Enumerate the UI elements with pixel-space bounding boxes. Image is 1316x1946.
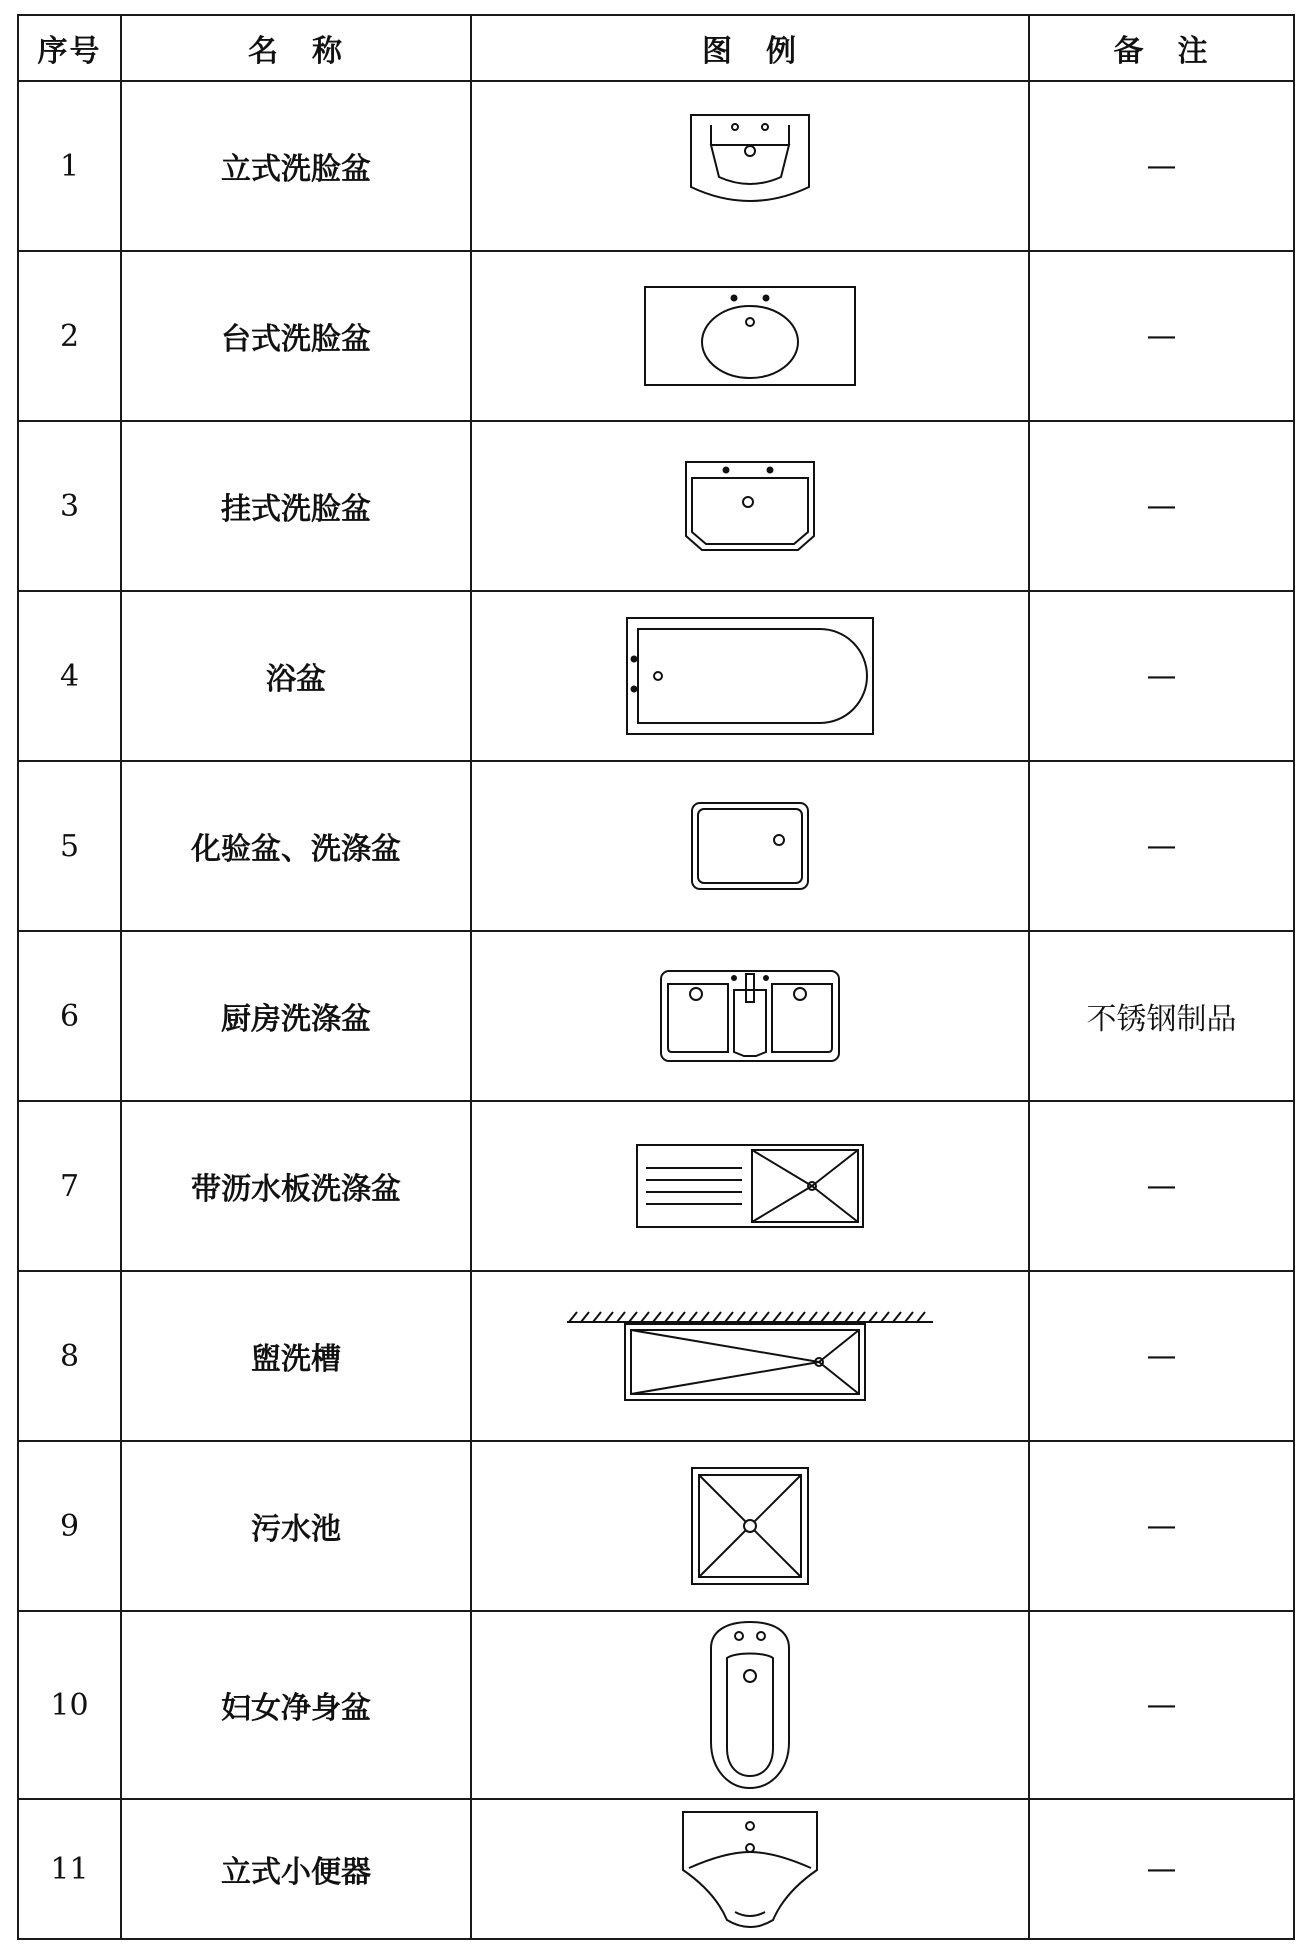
lab-sink-icon (689, 800, 811, 892)
fixture-name: 台式洗脸盆 (121, 251, 471, 421)
fixture-name: 化验盆、洗涤盆 (121, 761, 471, 931)
legend-cell (471, 81, 1029, 251)
mop-sink-icon (689, 1465, 811, 1587)
table-row (18, 1799, 1294, 1939)
header-legend: 图 例 (471, 15, 1029, 81)
fixture-name: 立式小便器 (121, 1799, 471, 1939)
legend-cell (471, 421, 1029, 591)
row-number: 1 (18, 81, 121, 251)
fixture-name: 盥洗槽 (121, 1271, 471, 1441)
fixture-name: 污水池 (121, 1441, 471, 1611)
table-row (18, 1611, 1294, 1799)
note-cell: — (1029, 591, 1294, 761)
legend-cell (471, 251, 1029, 421)
note-cell: — (1029, 1441, 1294, 1611)
legend-cell (471, 931, 1029, 1101)
fixture-name: 立式洗脸盆 (121, 81, 471, 251)
fixture-legend-table (17, 14, 1295, 1940)
fixture-name: 厨房洗涤盆 (121, 931, 471, 1101)
row-number: 2 (18, 251, 121, 421)
note-cell: — (1029, 1611, 1294, 1799)
row-number: 4 (18, 591, 121, 761)
header-row (18, 15, 1294, 81)
table-row (18, 81, 1294, 251)
note-cell: — (1029, 81, 1294, 251)
header-note: 备 注 (1029, 15, 1294, 81)
legend-cell (471, 1101, 1029, 1271)
note-cell: — (1029, 1101, 1294, 1271)
drainboard-sink-icon (634, 1142, 866, 1230)
legend-cell (471, 761, 1029, 931)
table-row (18, 591, 1294, 761)
wash-trough-icon (565, 1308, 935, 1404)
fixture-name: 带沥水板洗涤盆 (121, 1101, 471, 1271)
row-number: 5 (18, 761, 121, 931)
row-number: 9 (18, 1441, 121, 1611)
note-cell: — (1029, 421, 1294, 591)
note-cell: 不锈钢制品 (1029, 931, 1294, 1101)
legend-cell (471, 1799, 1029, 1939)
fixture-name: 妇女净身盆 (121, 1611, 471, 1799)
legend-cell (471, 1611, 1029, 1799)
note-cell: — (1029, 1799, 1294, 1939)
table-row (18, 1101, 1294, 1271)
bidet-icon (705, 1618, 795, 1792)
fixture-name: 挂式洗脸盆 (121, 421, 471, 591)
legend-cell (471, 1271, 1029, 1441)
header-name: 名 称 (121, 15, 471, 81)
note-cell: — (1029, 761, 1294, 931)
table-row (18, 421, 1294, 591)
pedestal-washbasin-icon (685, 111, 815, 221)
note-cell: — (1029, 1271, 1294, 1441)
standing-urinal-icon (675, 1808, 825, 1930)
header-no: 序号 (18, 15, 121, 81)
table-row (18, 761, 1294, 931)
row-number: 6 (18, 931, 121, 1101)
table-row (18, 251, 1294, 421)
bathtub-icon (624, 615, 876, 737)
wall-washbasin-icon (682, 458, 818, 554)
fixture-name: 浴盆 (121, 591, 471, 761)
kitchen-sink-icon (658, 968, 842, 1064)
row-number: 3 (18, 421, 121, 591)
row-number: 8 (18, 1271, 121, 1441)
legend-cell (471, 1441, 1029, 1611)
row-number: 11 (18, 1799, 121, 1939)
counter-washbasin-icon (642, 284, 858, 388)
table-row (18, 1271, 1294, 1441)
row-number: 7 (18, 1101, 121, 1271)
note-cell: — (1029, 251, 1294, 421)
table-row (18, 1441, 1294, 1611)
table-row (18, 931, 1294, 1101)
legend-cell (471, 591, 1029, 761)
row-number: 10 (18, 1611, 121, 1799)
